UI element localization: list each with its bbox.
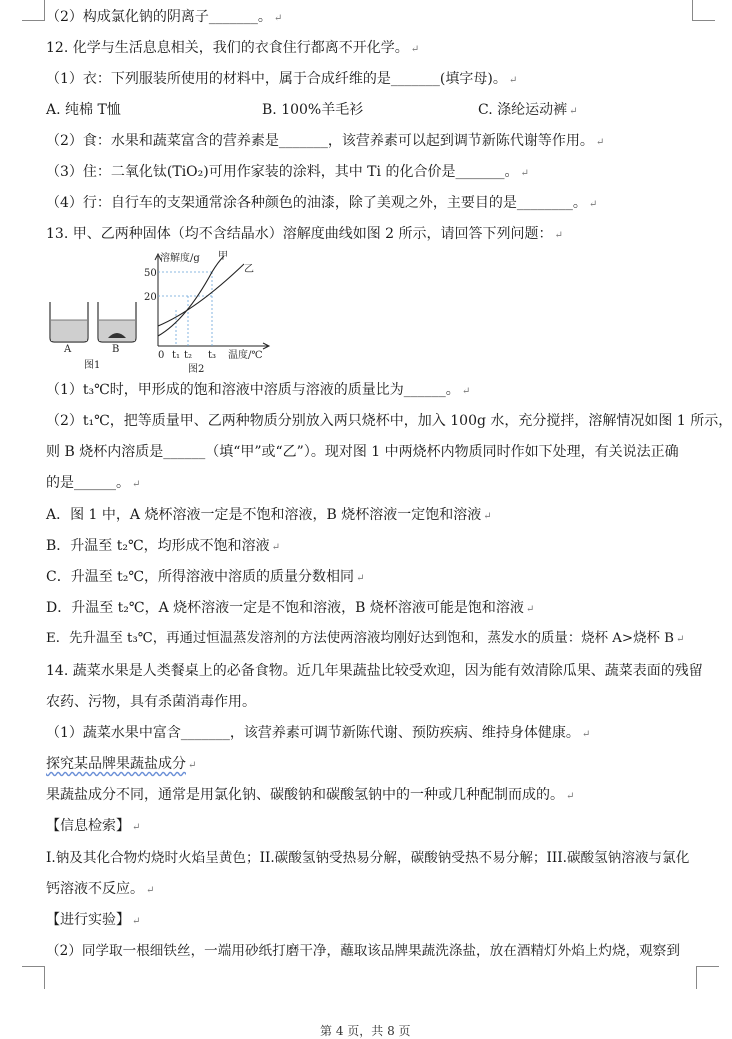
x-tick-t2: t₂ — [184, 350, 193, 361]
figure-2-caption: 图2 — [188, 364, 205, 375]
option-b: B．升温至 t₂℃，均形成不饱和溶液 ↵ — [46, 538, 281, 554]
text-line: 农药、污物，具有杀菌消毒作用。 — [46, 694, 256, 710]
text-line: （1）t₃℃时，甲形成的饱和溶液中溶质与溶液的质量比为______。 ↵ — [46, 382, 471, 398]
option-e: E．先升温至 t₃℃，再通过恒温蒸发溶剂的方法使两溶液均刚好达到饱和，蒸发水的质量：烧杯 A>烧杯 B ↵ — [46, 631, 685, 646]
x-tick-t3: t₃ — [208, 350, 217, 361]
text-line: （2）食：水果和蔬菜富含的营养素是_______，该营养素可以起到调节新陈代谢等作用。 ↵ — [46, 133, 605, 149]
y-tick-20: 20 — [144, 292, 157, 303]
option-a: A. 纯棉 T恤 — [46, 102, 121, 118]
page-footer: 第 4 页，共 8 页 — [320, 1024, 411, 1038]
origin-label: 0 — [158, 350, 165, 361]
beaker-b-label: B — [112, 344, 120, 355]
question-14-title: 14. 蔬菜水果是人类餐桌上的必备食物。近几年果蔬盐比较受欢迎，因为能有效清除瓜果、蔬菜表面的残留 — [46, 663, 703, 679]
text-line: （1）蔬菜水果中富含_______，该营养素可调节新陈代谢、预防疾病、维持身体健康。 ↵ — [46, 725, 591, 741]
text-line: I.钠及其化合物灼烧时火焰呈黄色；II.碳酸氢钠受热易分解，碳酸钠受热不易分解；III.碳酸氢钠溶液与氯化 — [46, 850, 690, 866]
option-d: D．升温至 t₂℃，A 烧杯溶液一定是不饱和溶液，B 烧杯溶液可能是饱和溶液 ↵ — [46, 600, 535, 616]
beaker-a — [50, 302, 88, 342]
y-tick-50: 50 — [144, 268, 157, 279]
curve-yi — [158, 264, 244, 326]
text-line: （1）衣：下列服装所使用的材料中，属于合成纤维的是_______(填字母)。 ↵ — [46, 71, 518, 87]
text-line: （4）行：自行车的支架通常涂各种颜色的油漆，除了美观之外，主要目的是________。 ↵ — [46, 195, 598, 211]
question-12-title: 12. 化学与生活息息相关，我们的衣食住行都离不开化学。 ↵ — [46, 40, 420, 56]
option-c: C. 涤纶运动裤 ↵ — [478, 102, 578, 118]
x-tick-t1: t₁ — [172, 350, 181, 361]
question-13-title: 13. 甲、乙两种固体（均不含结晶水）溶解度曲线如图 2 所示，请回答下列问题： ↵ — [46, 226, 563, 242]
text-line: 则 B 烧杯内溶质是______（填“甲”或“乙”）。现对图 1 中两烧杯内物质同时作如下处理，有关说法正确 — [46, 444, 679, 460]
figure-1-caption: 图1 — [84, 360, 101, 371]
text-line: （3）住：二氧化钛(TiO₂)可用作家装的涂料，其中 Ti 的化合价是_______。 ↵ — [46, 164, 529, 180]
corner-mark-bottom-left — [22, 966, 45, 989]
option-c: C．升温至 t₂℃，所得溶液中溶质的质量分数相同 ↵ — [46, 569, 365, 585]
curve-yi-label: 乙 — [244, 264, 254, 275]
figures-area — [46, 250, 286, 378]
corner-mark-top-right — [692, 0, 715, 21]
beaker-a-label: A — [64, 344, 72, 355]
text-line: 的是______。 ↵ — [46, 475, 141, 491]
text-line: （2）t₁℃，把等质量甲、乙两种物质分别放入两只烧杯中，加入 100g 水，充分搅拌，溶解情况如图 1 所示， — [46, 413, 732, 429]
section-heading: 【信息检索】 ↵ — [46, 818, 141, 834]
text-line: （2）构成氯化钠的阴离子_______。 ↵ — [46, 9, 283, 25]
option-b: B. 100%羊毛衫 — [262, 102, 364, 118]
option-a: A．图 1 中，A 烧杯溶液一定是不饱和溶液，B 烧杯溶液一定饱和溶液 ↵ — [46, 507, 492, 523]
corner-mark-top-left — [22, 0, 45, 21]
text-line: 果蔬盐成分不同，通常是用氯化钠、碳酸钠和碳酸氢钠中的一种或几种配制而成的。 ↵ — [46, 787, 575, 803]
curve-jia-label: 甲 — [218, 251, 228, 262]
section-heading: 【进行实验】 ↵ — [46, 912, 141, 928]
beaker-b — [98, 302, 136, 342]
text-line: （2）同学取一根细铁丝，一端用砂纸打磨干净，蘸取该品牌果蔬洗涤盐，放在酒精灯外焰上灼烧，观察到 — [46, 943, 680, 959]
text-line: 钙溶液不反应。 ↵ — [46, 881, 155, 897]
y-axis-label: 溶解度/g — [160, 253, 200, 264]
x-axis-label: 温度/℃ — [228, 350, 263, 361]
solubility-chart — [144, 250, 269, 375]
corner-mark-bottom-right — [696, 966, 719, 989]
section-heading: 探究某品牌果蔬盐成分 ↵ — [46, 756, 197, 772]
beakers-figure — [46, 250, 286, 378]
